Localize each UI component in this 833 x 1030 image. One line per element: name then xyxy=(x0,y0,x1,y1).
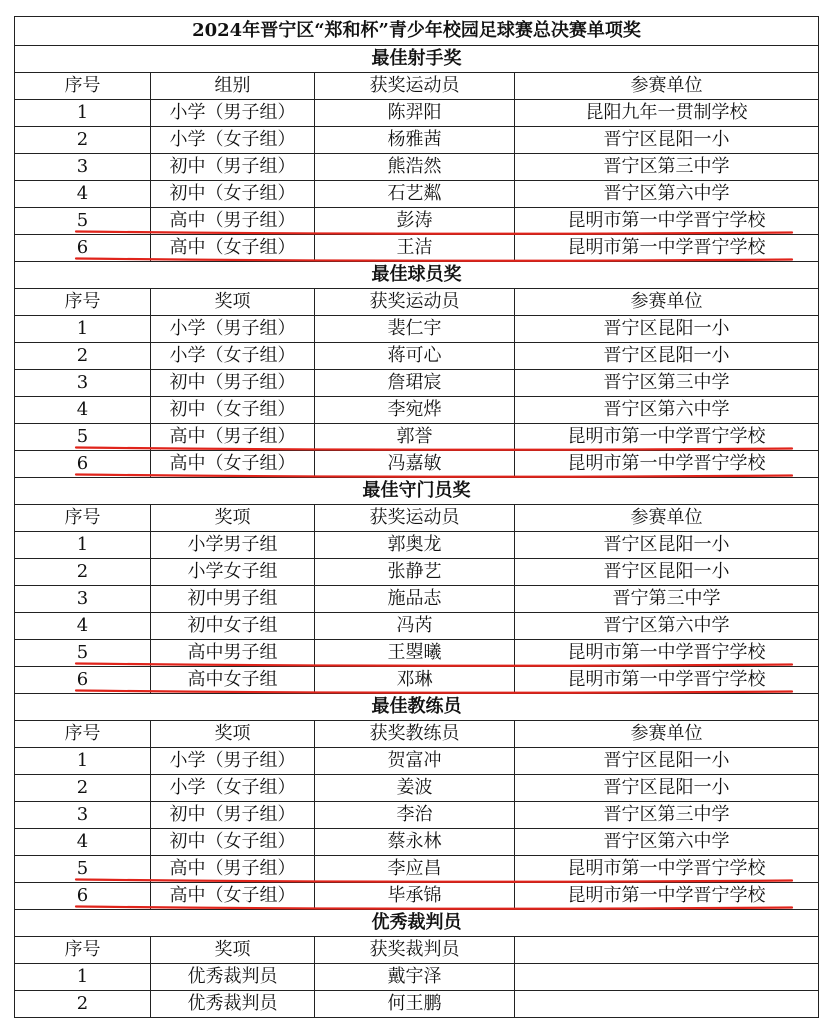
table-cell: 李宛烨 xyxy=(315,397,515,424)
table-cell: 昆明市第一中学晋宁学校 xyxy=(515,451,819,478)
table-row xyxy=(15,559,819,586)
table-row xyxy=(15,640,819,667)
column-header-row xyxy=(15,721,819,748)
table-cell: 姜波 xyxy=(315,775,515,802)
table-cell: 5 xyxy=(15,424,151,451)
table-cell: 1 xyxy=(15,316,151,343)
table-row xyxy=(15,613,819,640)
table-cell: 彭涛 xyxy=(315,208,515,235)
table-cell: 2 xyxy=(15,559,151,586)
table-row xyxy=(15,991,819,1018)
table-row xyxy=(15,181,819,208)
table-row xyxy=(15,775,819,802)
table-cell: 4 xyxy=(15,829,151,856)
table-cell: 4 xyxy=(15,397,151,424)
column-header: 组别 xyxy=(151,73,315,100)
table-row xyxy=(15,397,819,424)
table-cell: 晋宁区昆阳一小 xyxy=(515,532,819,559)
table-cell: 王洁 xyxy=(315,235,515,262)
table-cell: 6 xyxy=(15,451,151,478)
table-cell: 冯嘉敏 xyxy=(315,451,515,478)
column-header-row xyxy=(15,73,819,100)
table-cell: 晋宁区第三中学 xyxy=(515,154,819,181)
table-cell: 王曌曦 xyxy=(315,640,515,667)
table-cell: 优秀裁判员 xyxy=(151,964,315,991)
section-heading-row xyxy=(15,478,819,505)
table-row xyxy=(15,451,819,478)
table-row xyxy=(15,829,819,856)
table-cell: 小学（男子组） xyxy=(151,100,315,127)
table-cell: 晋宁区昆阳一小 xyxy=(515,559,819,586)
table-cell: 晋宁区昆阳一小 xyxy=(515,316,819,343)
table-cell: 3 xyxy=(15,802,151,829)
table-cell: 晋宁区昆阳一小 xyxy=(515,127,819,154)
table-cell xyxy=(515,991,819,1018)
table-cell: 小学男子组 xyxy=(151,532,315,559)
document-title: 2024年晋宁区“郑和杯”青少年校园足球赛总决赛单项奖 xyxy=(15,17,819,46)
table-cell: 何王鹏 xyxy=(315,991,515,1018)
table-cell: 初中（男子组） xyxy=(151,154,315,181)
table-row xyxy=(15,532,819,559)
section-heading: 最佳教练员 xyxy=(15,694,819,721)
table-cell: 晋宁区昆阳一小 xyxy=(515,343,819,370)
table-row xyxy=(15,316,819,343)
table-cell: 郭奥龙 xyxy=(315,532,515,559)
table-row xyxy=(15,802,819,829)
table-cell: 高中（男子组） xyxy=(151,424,315,451)
table-cell: 石艺粼 xyxy=(315,181,515,208)
column-header: 参赛单位 xyxy=(515,505,819,532)
section-heading-row xyxy=(15,694,819,721)
table-row xyxy=(15,964,819,991)
table-cell: 邓琳 xyxy=(315,667,515,694)
table-cell: 小学女子组 xyxy=(151,559,315,586)
table-cell: 2 xyxy=(15,343,151,370)
title-row xyxy=(15,17,819,46)
table-row xyxy=(15,100,819,127)
section-heading-row xyxy=(15,46,819,73)
table-row xyxy=(15,424,819,451)
table-cell: 6 xyxy=(15,883,151,910)
table-cell: 高中男子组 xyxy=(151,640,315,667)
table-cell: 熊浩然 xyxy=(315,154,515,181)
table-cell: 6 xyxy=(15,235,151,262)
table-row xyxy=(15,235,819,262)
table-cell: 初中（男子组） xyxy=(151,370,315,397)
section-heading-row xyxy=(15,910,819,937)
table-cell: 初中女子组 xyxy=(151,613,315,640)
table-row xyxy=(15,127,819,154)
table-cell: 6 xyxy=(15,667,151,694)
table-cell: 晋宁区第三中学 xyxy=(515,802,819,829)
table-cell: 冯芮 xyxy=(315,613,515,640)
table-cell: 郭誉 xyxy=(315,424,515,451)
table-cell: 1 xyxy=(15,748,151,775)
table-cell: 晋宁区第六中学 xyxy=(515,829,819,856)
table-cell: 4 xyxy=(15,613,151,640)
table-row xyxy=(15,883,819,910)
section-heading: 最佳球员奖 xyxy=(15,262,819,289)
column-header: 获奖教练员 xyxy=(315,721,515,748)
table-cell: 施品志 xyxy=(315,586,515,613)
column-header: 序号 xyxy=(15,721,151,748)
table-row xyxy=(15,370,819,397)
table-cell: 昆明市第一中学晋宁学校 xyxy=(515,883,819,910)
table-cell: 詹珺宸 xyxy=(315,370,515,397)
column-header: 奖项 xyxy=(151,721,315,748)
column-header-row xyxy=(15,289,819,316)
table-cell: 蒋可心 xyxy=(315,343,515,370)
column-header: 奖项 xyxy=(151,505,315,532)
table-cell: 高中（女子组） xyxy=(151,883,315,910)
column-header: 获奖裁判员 xyxy=(315,937,515,964)
table-cell: 张静艺 xyxy=(315,559,515,586)
table-cell: 小学（女子组） xyxy=(151,343,315,370)
table-cell: 小学（女子组） xyxy=(151,775,315,802)
table-cell: 初中（女子组） xyxy=(151,397,315,424)
table-cell: 3 xyxy=(15,154,151,181)
table-cell: 初中男子组 xyxy=(151,586,315,613)
column-header: 参赛单位 xyxy=(515,73,819,100)
table-cell: 晋宁第三中学 xyxy=(515,586,819,613)
column-header-row xyxy=(15,505,819,532)
table-row xyxy=(15,586,819,613)
award-sheet xyxy=(14,16,818,1018)
table-cell: 贺富冲 xyxy=(315,748,515,775)
table-cell: 昆阳九年一贯制学校 xyxy=(515,100,819,127)
table-cell: 蔡永林 xyxy=(315,829,515,856)
section-heading-row xyxy=(15,262,819,289)
table-cell: 昆明市第一中学晋宁学校 xyxy=(515,640,819,667)
table-cell: 小学（男子组） xyxy=(151,316,315,343)
table-cell: 昆明市第一中学晋宁学校 xyxy=(515,235,819,262)
table-cell: 1 xyxy=(15,964,151,991)
table-cell: 1 xyxy=(15,532,151,559)
awards-table xyxy=(14,16,819,1018)
table-cell: 高中女子组 xyxy=(151,667,315,694)
table-cell: 初中（男子组） xyxy=(151,802,315,829)
table-cell: 2 xyxy=(15,127,151,154)
table-cell: 晋宁区第六中学 xyxy=(515,613,819,640)
table-cell: 5 xyxy=(15,856,151,883)
table-row xyxy=(15,208,819,235)
table-cell: 5 xyxy=(15,640,151,667)
table-cell: 昆明市第一中学晋宁学校 xyxy=(515,424,819,451)
table-cell: 晋宁区昆阳一小 xyxy=(515,775,819,802)
section-heading: 优秀裁判员 xyxy=(15,910,819,937)
column-header: 奖项 xyxy=(151,289,315,316)
section-heading: 最佳守门员奖 xyxy=(15,478,819,505)
table-row xyxy=(15,748,819,775)
table-cell: 3 xyxy=(15,370,151,397)
table-cell: 高中（女子组） xyxy=(151,235,315,262)
section-heading: 最佳射手奖 xyxy=(15,46,819,73)
table-cell: 昆明市第一中学晋宁学校 xyxy=(515,208,819,235)
table-cell: 高中（女子组） xyxy=(151,451,315,478)
table-cell: 5 xyxy=(15,208,151,235)
column-header: 获奖运动员 xyxy=(315,289,515,316)
table-cell: 小学（女子组） xyxy=(151,127,315,154)
table-cell: 优秀裁判员 xyxy=(151,991,315,1018)
column-header: 序号 xyxy=(15,289,151,316)
table-cell: 2 xyxy=(15,775,151,802)
column-header: 序号 xyxy=(15,505,151,532)
table-cell: 初中（女子组） xyxy=(151,829,315,856)
table-cell: 晋宁区第六中学 xyxy=(515,397,819,424)
table-row xyxy=(15,343,819,370)
table-row xyxy=(15,667,819,694)
table-cell: 陈羿阳 xyxy=(315,100,515,127)
table-cell: 戴宇泽 xyxy=(315,964,515,991)
table-cell: 3 xyxy=(15,586,151,613)
table-cell: 高中（男子组） xyxy=(151,856,315,883)
table-cell xyxy=(515,964,819,991)
column-header: 序号 xyxy=(15,937,151,964)
table-cell: 晋宁区第三中学 xyxy=(515,370,819,397)
table-row xyxy=(15,154,819,181)
table-cell: 晋宁区昆阳一小 xyxy=(515,748,819,775)
table-cell: 裴仁宇 xyxy=(315,316,515,343)
column-header-row xyxy=(15,937,819,964)
column-header: 奖项 xyxy=(151,937,315,964)
column-header: 参赛单位 xyxy=(515,289,819,316)
table-cell: 小学（男子组） xyxy=(151,748,315,775)
table-cell: 李治 xyxy=(315,802,515,829)
table-cell: 4 xyxy=(15,181,151,208)
table-cell: 毕承锦 xyxy=(315,883,515,910)
table-cell: 杨雅茜 xyxy=(315,127,515,154)
table-cell: 李应昌 xyxy=(315,856,515,883)
table-cell: 2 xyxy=(15,991,151,1018)
table-cell: 晋宁区第六中学 xyxy=(515,181,819,208)
table-cell: 昆明市第一中学晋宁学校 xyxy=(515,856,819,883)
table-cell: 1 xyxy=(15,100,151,127)
column-header: 获奖运动员 xyxy=(315,505,515,532)
table-cell: 高中（男子组） xyxy=(151,208,315,235)
column-header xyxy=(515,937,819,964)
column-header: 参赛单位 xyxy=(515,721,819,748)
table-cell: 初中（女子组） xyxy=(151,181,315,208)
column-header: 获奖运动员 xyxy=(315,73,515,100)
table-cell: 昆明市第一中学晋宁学校 xyxy=(515,667,819,694)
table-row xyxy=(15,856,819,883)
column-header: 序号 xyxy=(15,73,151,100)
